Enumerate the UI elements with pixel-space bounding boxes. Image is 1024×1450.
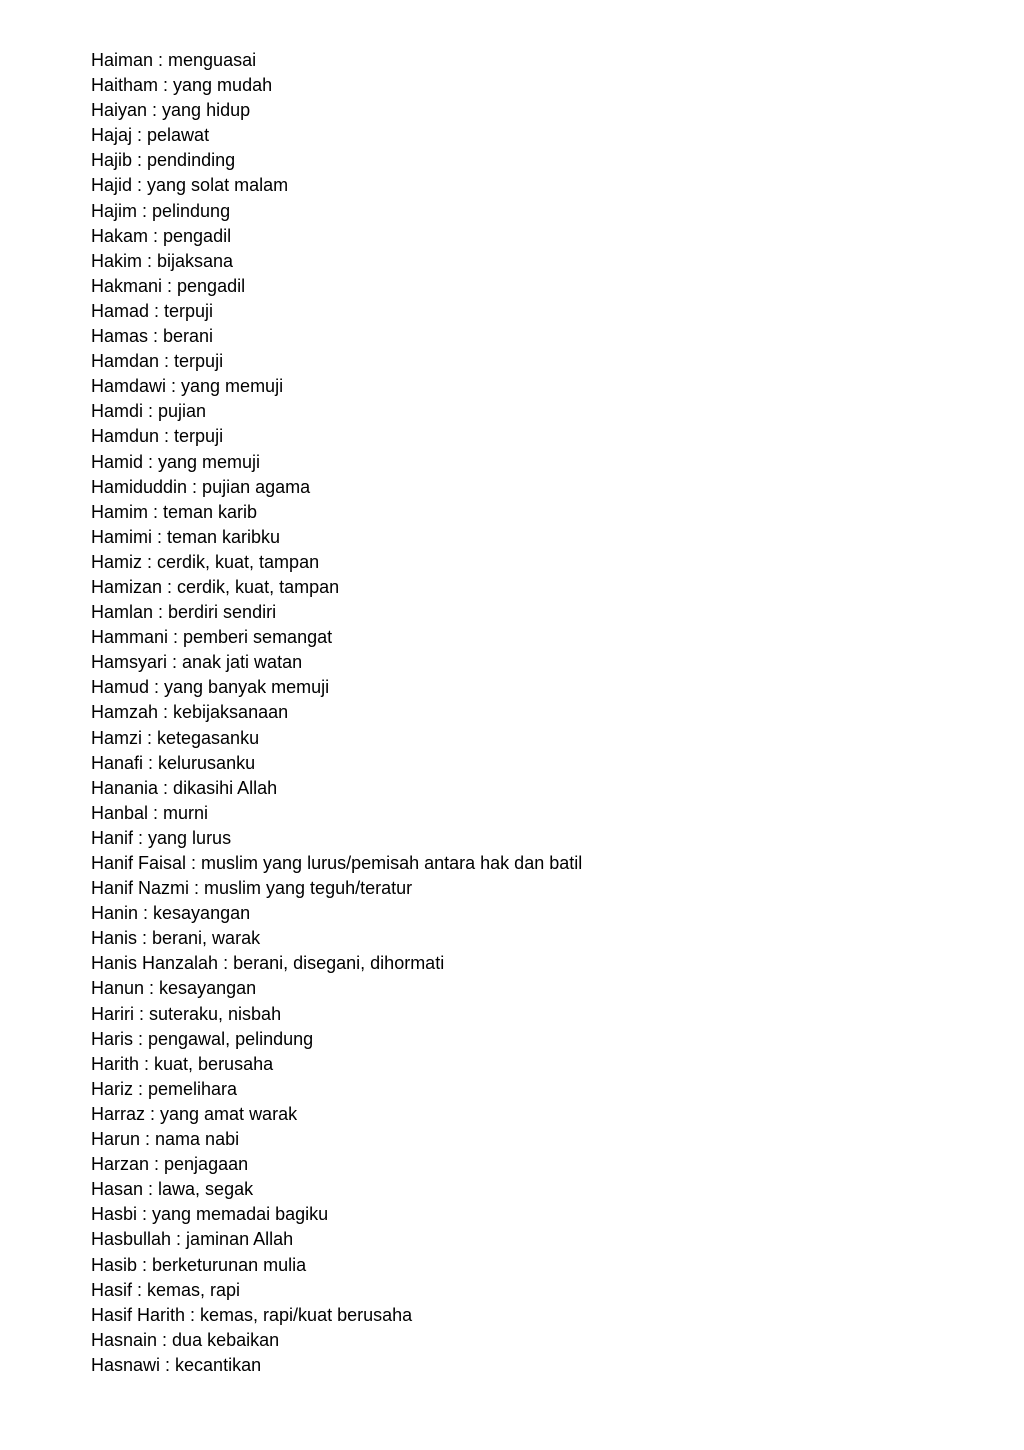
list-item: Hanif Faisal : muslim yang lurus/pemisah antara hak dan batil: [91, 853, 583, 873]
name-meaning-list: [91, 48, 582, 1378]
list-item: Hanif : yang lurus: [91, 827, 232, 848]
list-item: Hanania : dikasihi Allah: [91, 777, 278, 798]
list-item: Hamizan : cerdik, kuat, tampan: [91, 576, 340, 597]
list-item: Harraz : yang amat warak: [91, 1103, 298, 1124]
list-item: Hamud : yang banyak memuji: [91, 677, 330, 698]
list-item: Hasnawi : kecantikan: [91, 1354, 262, 1375]
list-item: Hanis Hanzalah : berani, disegani, dihormati: [91, 953, 445, 974]
list-item: Hariz : pemelihara: [91, 1078, 238, 1099]
list-item: Hanif Nazmi : muslim yang teguh/teratur: [91, 878, 413, 899]
list-item: Haiman : menguasai: [91, 50, 257, 70]
list-item: Hamsyari : anak jati watan: [91, 652, 303, 673]
list-item: Hanin : kesayangan: [91, 903, 251, 924]
list-item: Hasbullah : jaminan Allah: [91, 1229, 294, 1250]
list-item: Hamiz : cerdik, kuat, tampan: [91, 551, 320, 572]
list-item: Hasan : lawa, segak: [91, 1179, 254, 1200]
list-item: Hamdan : terpuji: [91, 351, 224, 372]
list-item: Hajim : pelindung: [91, 200, 231, 221]
list-item: Hamdi : pujian: [91, 401, 207, 422]
list-item: Hasif : kemas, rapi: [91, 1279, 241, 1300]
list-item: Hariri : suteraku, nisbah: [91, 1003, 282, 1024]
list-item: Hamim : teman karib: [91, 501, 258, 522]
list-item: Hakim : bijaksana: [91, 250, 234, 271]
list-item: Harith : kuat, berusaha: [91, 1053, 274, 1074]
list-item: Haitham : yang mudah: [91, 75, 273, 96]
list-item: Hanafi : kelurusanku: [91, 752, 256, 773]
list-item: Haiyan : yang hidup: [91, 100, 251, 121]
list-item: Hajid : yang solat malam: [91, 175, 289, 196]
list-item: Hammani : pemberi semangat: [91, 627, 333, 648]
list-item: Hamad : terpuji: [91, 300, 214, 321]
list-item: Harun : nama nabi: [91, 1129, 240, 1150]
list-item: Hamzi : ketegasanku: [91, 727, 260, 748]
list-item: Hamzah : kebijaksanaan: [91, 702, 289, 723]
list-item: Hamid : yang memuji: [91, 451, 261, 472]
list-item: Hajib : pendinding: [91, 150, 236, 171]
list-item: Harzan : penjagaan: [91, 1154, 249, 1175]
list-item: Hakam : pengadil: [91, 225, 232, 246]
list-item: Hasib : berketurunan mulia: [91, 1254, 307, 1275]
list-item: Hamlan : berdiri sendiri: [91, 602, 277, 623]
list-item: Hasbi : yang memadai bagiku: [91, 1204, 329, 1225]
list-item: Hamimi : teman karibku: [91, 526, 281, 547]
list-item: Hanbal : murni: [91, 802, 209, 823]
list-item: Haris : pengawal, pelindung: [91, 1028, 314, 1049]
list-item: Hamiduddin : pujian agama: [91, 476, 311, 497]
list-item: Hasif Harith : kemas, rapi/kuat berusaha: [91, 1304, 413, 1325]
list-item: Hamdawi : yang memuji: [91, 376, 284, 397]
list-item: Hakmani : pengadil: [91, 275, 246, 296]
list-item: Hasnain : dua kebaikan: [91, 1329, 280, 1350]
list-item: Hanis : berani, warak: [91, 928, 261, 949]
list-item: Hanun : kesayangan: [91, 978, 257, 999]
list-item: Hamdun : terpuji: [91, 426, 224, 447]
list-item: Hamas : berani: [91, 326, 214, 347]
list-item: Hajaj : pelawat: [91, 125, 210, 146]
